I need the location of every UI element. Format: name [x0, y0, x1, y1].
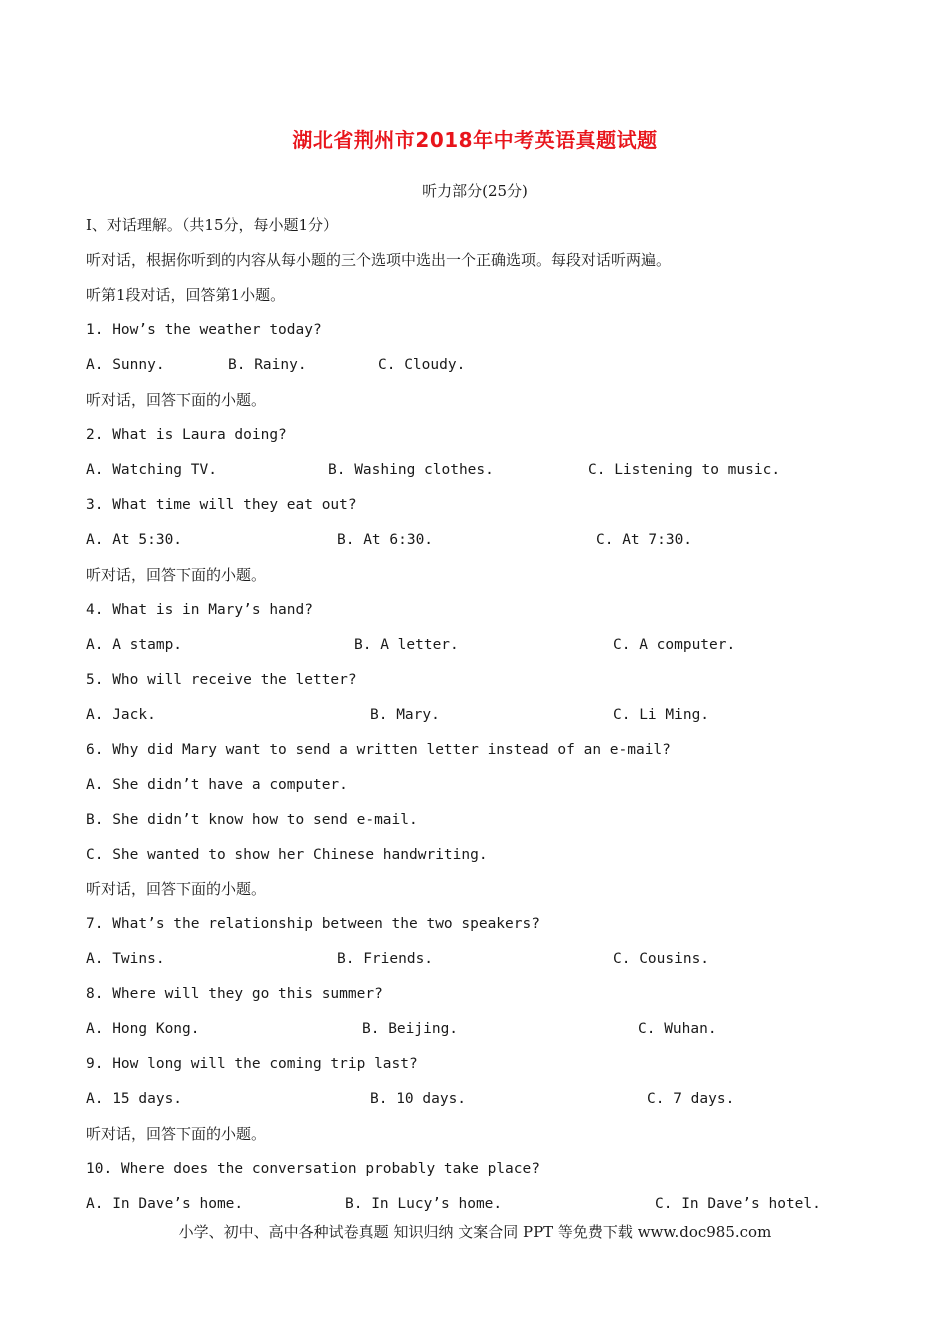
option-a: A. Hong Kong.	[86, 1021, 200, 1037]
question: 9. How long will the coming trip last?	[86, 1056, 418, 1072]
option-b: B. 10 days.	[370, 1091, 467, 1107]
option-a: A. Sunny.	[86, 357, 165, 373]
option-b: B. Washing clothes.	[328, 462, 494, 478]
option-b: B. Beijing.	[362, 1021, 459, 1037]
option-a: A. Jack.	[86, 707, 156, 723]
option-b: B. Mary.	[370, 707, 440, 723]
section-subtitle: 听力部分(25分)	[422, 182, 528, 200]
listening-prompt: 听对话，回答下面的小题。	[86, 880, 267, 898]
option-a: A. A stamp.	[86, 637, 183, 653]
option-c: C. Listening to music.	[588, 462, 781, 478]
option-c: C. Wuhan.	[638, 1021, 717, 1037]
question: 7. What’s the relationship between the two speakers?	[86, 916, 540, 932]
listening-prompt: 听对话，回答下面的小题。	[86, 1125, 267, 1143]
option-c: C. At 7:30.	[596, 532, 693, 548]
listening-prompt: 听对话，回答下面的小题。	[86, 391, 267, 409]
option-a: A. 15 days.	[86, 1091, 183, 1107]
question: 4. What is in Mary’s hand?	[86, 602, 313, 618]
option-c: C. Cloudy.	[378, 357, 466, 373]
option-c: C. A computer.	[613, 637, 736, 653]
option-b: B. In Lucy’s home.	[345, 1196, 503, 1212]
section-heading: I、对话理解。（共15分，每小题1分）	[86, 216, 339, 234]
option-b: B. Rainy.	[228, 357, 307, 373]
option-a: A. She didn’t have a computer.	[86, 777, 348, 793]
listening-prompt: 听对话，回答下面的小题。	[86, 566, 267, 584]
option-c: C. Cousins.	[613, 951, 710, 967]
option-c: C. Li Ming.	[613, 707, 710, 723]
option-a: A. Watching TV.	[86, 462, 217, 478]
option-c: C. In Dave’s hotel.	[655, 1196, 821, 1212]
question: 1. How’s the weather today?	[86, 322, 322, 338]
option-a: A. Twins.	[86, 951, 165, 967]
question: 6. Why did Mary want to send a written letter instead of an e-mail?	[86, 742, 671, 758]
option-c: C. She wanted to show her Chinese handwriting.	[86, 847, 488, 863]
instructions: 听对话，根据你听到的内容从每小题的三个选项中选出一个正确选项。每段对话听两遍。	[86, 251, 672, 269]
question: 2. What is Laura doing?	[86, 427, 287, 443]
option-c: C. 7 days.	[647, 1091, 735, 1107]
question: 10. Where does the conversation probably take place?	[86, 1161, 540, 1177]
option-a: A. In Dave’s home.	[86, 1196, 244, 1212]
listening-prompt: 听第1段对话，回答第1小题。	[86, 286, 286, 304]
question: 8. Where will they go this summer?	[86, 986, 383, 1002]
question: 5. Who will receive the letter?	[86, 672, 357, 688]
option-b: B. At 6:30.	[337, 532, 434, 548]
option-b: B. A letter.	[354, 637, 459, 653]
page-title: 湖北省荆州市2018年中考英语真题试题	[292, 128, 658, 152]
question: 3. What time will they eat out?	[86, 497, 357, 513]
option-a: A. At 5:30.	[86, 532, 183, 548]
option-b: B. She didn’t know how to send e-mail.	[86, 812, 418, 828]
option-b: B. Friends.	[337, 951, 434, 967]
page-footer: 小学、初中、高中各种试卷真题 知识归纳 文案合同 PPT 等免费下载 www.doc985.com	[178, 1223, 772, 1241]
